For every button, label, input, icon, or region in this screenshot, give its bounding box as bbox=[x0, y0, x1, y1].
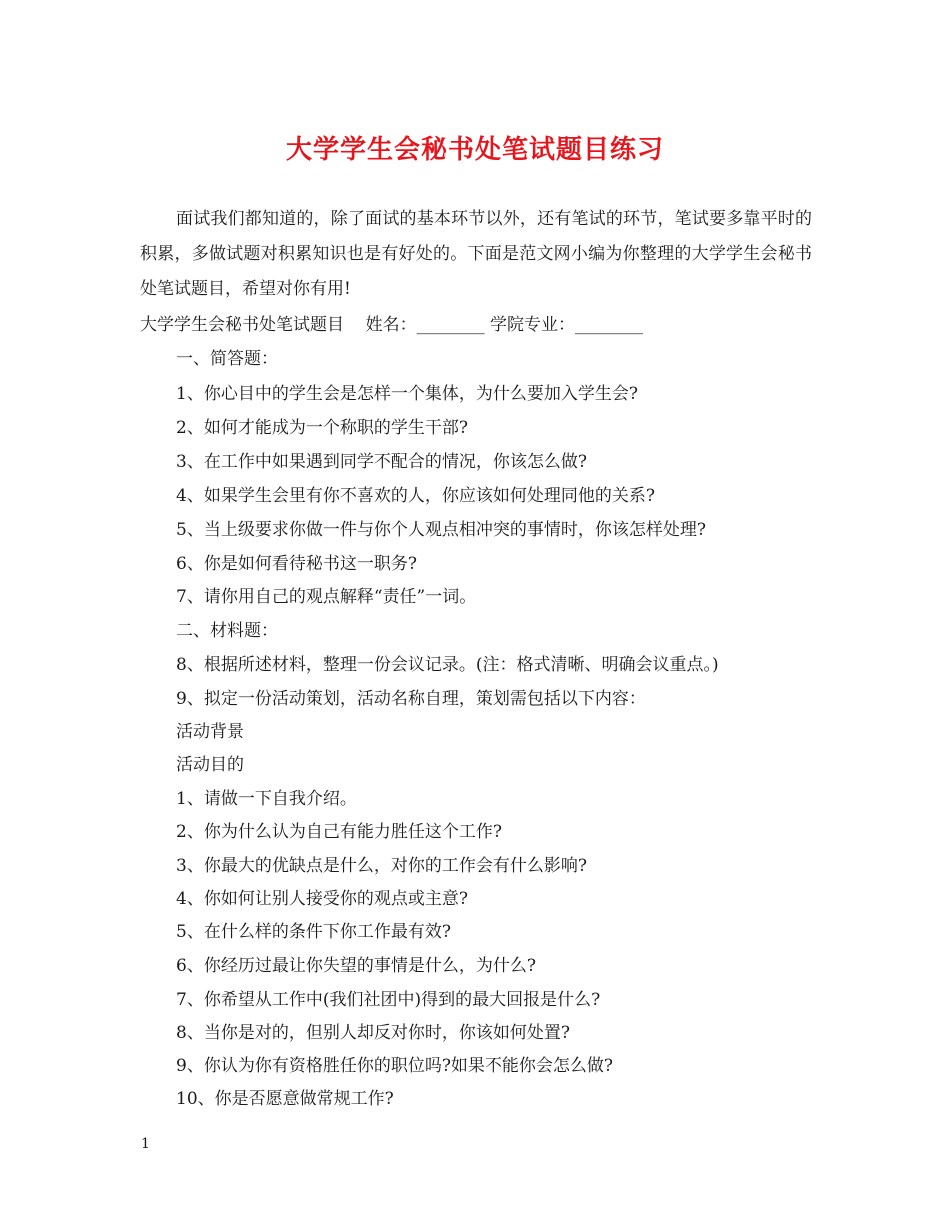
list-item: 活动背景 bbox=[176, 722, 244, 742]
exam-header-line: 大学学生会秘书处笔试题目 姓名：________ 学院专业：________ bbox=[140, 315, 644, 335]
question-line: 5、在什么样的条件下你工作最有效? bbox=[176, 922, 451, 942]
question-line: 6、你经历过最让你失望的事情是什么，为什么? bbox=[176, 956, 536, 976]
section-heading: 一、简答题： bbox=[176, 349, 278, 369]
question-line: 1、请做一下自我介绍。 bbox=[176, 789, 357, 809]
question-line: 3、在工作中如果遇到同学不配合的情况，你该怎么做? bbox=[176, 452, 587, 472]
question-line: 7、你希望从工作中(我们社团中)得到的最大回报是什么? bbox=[176, 990, 601, 1010]
question-line: 9、拟定一份活动策划，活动名称自理，策划需包括以下内容： bbox=[176, 689, 646, 709]
list-item: 活动目的 bbox=[176, 755, 244, 775]
question-line: 2、你为什么认为自己有能力胜任这个工作? bbox=[176, 822, 502, 842]
question-line: 10、你是否愿意做常规工作? bbox=[176, 1089, 394, 1109]
question-line: 9、你认为你有资格胜任你的职位吗?如果不能你会怎么做? bbox=[176, 1056, 614, 1076]
question-line: 8、根据所述材料，整理一份会议记录。(注：格式清晰、明确会议重点。) bbox=[176, 655, 719, 675]
question-line: 4、如果学生会里有你不喜欢的人，你应该如何处理同他的关系? bbox=[176, 486, 655, 506]
question-line: 1、你心目中的学生会是怎样一个集体，为什么要加入学生会? bbox=[176, 384, 638, 404]
question-line: 6、你是如何看待秘书这一职务? bbox=[176, 554, 417, 574]
question-line: 4、你如何让别人接受你的观点或主意? bbox=[176, 889, 468, 909]
question-line: 3、你最大的优缺点是什么，对你的工作会有什么影响? bbox=[176, 856, 587, 876]
question-line: 8、当你是对的，但别人却反对你时，你该如何处置? bbox=[176, 1023, 570, 1043]
section-heading: 二、材料题： bbox=[176, 621, 278, 641]
document-title: 大学学生会秘书处笔试题目练习 bbox=[285, 135, 664, 165]
intro-paragraph: 面试我们都知道的，除了面试的基本环节以外，还有笔试的环节，笔试要多靠平时的积累，多做试题对积累知识也是有好处的。下面是范文网小编为你整理的大学学生会秘书处笔试题目，希望对你有用! bbox=[140, 209, 812, 299]
page-number: 1 bbox=[141, 1136, 150, 1152]
question-line: 2、如何才能成为一个称职的学生干部? bbox=[176, 418, 468, 438]
question-line: 7、请你用自己的观点解释“责任”一词。 bbox=[176, 587, 477, 607]
question-line: 5、当上级要求你做一件与你个人观点相冲突的事情时，你该怎样处理? bbox=[176, 520, 706, 540]
